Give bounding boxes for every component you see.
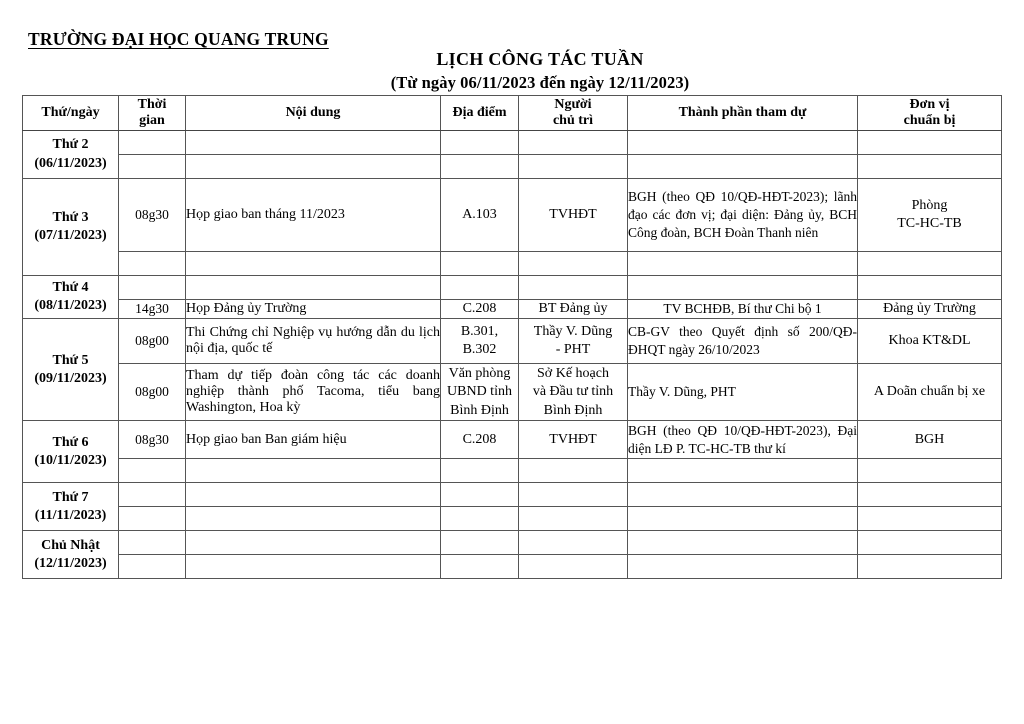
schedule-table-wrapper: [22, 95, 1001, 579]
table-row: [23, 507, 1002, 531]
chair-cell: [519, 555, 628, 579]
attendees-cell: [628, 252, 858, 276]
prep-cell: [858, 155, 1002, 179]
day-date: (11/11/2023): [34, 507, 107, 523]
day-date: (09/11/2023): [34, 370, 107, 386]
table-row: [23, 179, 1002, 252]
place-line1: B.301,: [460, 324, 499, 339]
table-row: [23, 531, 1002, 555]
place-cell: [441, 276, 519, 300]
day-date: (12/11/2023): [34, 555, 107, 571]
content-cell: [186, 483, 441, 507]
table-row: [23, 300, 1002, 319]
column-header-place-label: Địa điểm: [452, 104, 507, 120]
day-date: (10/11/2023): [34, 452, 107, 468]
prep-cell: [858, 531, 1002, 555]
prep-cell: Khoa KT&DL: [858, 319, 1002, 364]
table-row: [23, 555, 1002, 579]
prep-cell: Đảng ủy Trường: [858, 300, 1002, 319]
time-cell: [119, 276, 186, 300]
time-cell: [119, 252, 186, 276]
attendees-cell: [628, 276, 858, 300]
table-row: [23, 131, 1002, 155]
prep-cell: A Doãn chuẩn bị xe: [858, 364, 1002, 421]
place-cell: [441, 555, 519, 579]
day-cell: [23, 319, 119, 421]
content-cell: Họp giao ban tháng 11/2023: [186, 179, 441, 252]
chair-line2: và Đầu tư tỉnh: [532, 384, 614, 400]
content-cell: [186, 507, 441, 531]
time-cell: 08g00: [119, 364, 186, 421]
time-cell: [119, 531, 186, 555]
column-header-chair: [519, 96, 628, 131]
column-header-attendees: [628, 96, 858, 131]
chair-cell: [519, 507, 628, 531]
prep-line2: TC-HC-TB: [897, 216, 962, 231]
time-cell: 14g30: [119, 300, 186, 319]
column-header-place: [441, 96, 519, 131]
column-header-attendees-label: Thành phần tham dự: [678, 104, 807, 120]
place-line2: B.302: [462, 342, 497, 358]
prep-cell: [858, 507, 1002, 531]
time-cell: [119, 131, 186, 155]
place-line3: Bình Định: [450, 402, 509, 418]
place-cell: C.208: [441, 300, 519, 319]
day-name: Thứ 3: [52, 209, 89, 225]
place-cell: [441, 364, 519, 421]
attendees-cell: [628, 531, 858, 555]
prep-line1: Phòng: [911, 197, 948, 213]
content-cell: [186, 555, 441, 579]
day-name: Thứ 6: [52, 434, 89, 450]
day-cell: [23, 179, 119, 276]
time-cell: 08g30: [119, 421, 186, 459]
table-row: [23, 155, 1002, 179]
day-cell: [23, 483, 119, 531]
document-title-block: [210, 48, 870, 93]
day-cell: [23, 131, 119, 179]
place-line1: Văn phòng: [448, 365, 511, 381]
place-cell: [441, 483, 519, 507]
column-header-chair-line2: chủ trì: [552, 113, 594, 128]
time-cell: [119, 483, 186, 507]
content-cell: [186, 155, 441, 179]
place-line2: UBND tỉnh: [447, 384, 512, 400]
place-cell: [441, 252, 519, 276]
table-row: [23, 252, 1002, 276]
table-header-row: [23, 96, 1002, 131]
table-row: [23, 364, 1002, 421]
column-header-time: [119, 96, 186, 131]
day-name: Thứ 2: [52, 137, 89, 153]
place-cell: [441, 155, 519, 179]
prep-cell: [858, 179, 1002, 252]
table-row: [23, 421, 1002, 459]
weekly-schedule-table: [22, 95, 1002, 579]
attendees-cell: [628, 483, 858, 507]
place-cell: A.103: [441, 179, 519, 252]
place-cell: [441, 531, 519, 555]
attendees-cell: [628, 155, 858, 179]
chair-line2: - PHT: [555, 342, 591, 358]
schedule-table-body: [23, 131, 1002, 579]
attendees-cell: [628, 131, 858, 155]
time-cell: [119, 507, 186, 531]
chair-cell: TVHĐT: [519, 421, 628, 459]
column-header-time-line2: gian: [139, 113, 165, 128]
chair-cell: [519, 364, 628, 421]
chair-cell: [519, 252, 628, 276]
column-header-content-label: Nội dung: [285, 104, 341, 120]
content-cell: Họp Đảng ủy Trường: [186, 300, 441, 319]
day-date: (08/11/2023): [34, 298, 107, 314]
content-cell: [186, 131, 441, 155]
attendees-cell: BGH (theo QĐ 10/QĐ-HĐT-2023); lãnh đạo các đơn vị; đại diện: Đảng ủy, BCH Công đoàn, BCH Đoàn Thanh niên: [628, 179, 858, 252]
content-cell: Họp giao ban Ban giám hiệu: [186, 421, 441, 459]
column-header-chair-line1: Người: [554, 96, 592, 112]
content-cell: Tham dự tiếp đoàn công tác các doanh nghiệp thành phố Tacoma, tiểu bang Washington, Hoa kỳ: [186, 364, 441, 421]
column-header-day: [23, 96, 119, 131]
attendees-cell: [628, 555, 858, 579]
chair-line1: Thầy V. Dũng: [533, 324, 613, 339]
time-cell: [119, 155, 186, 179]
day-date: (06/11/2023): [34, 155, 107, 171]
table-row: [23, 483, 1002, 507]
table-row: [23, 319, 1002, 364]
column-header-time-line1: Thời: [137, 96, 167, 112]
prep-cell: [858, 276, 1002, 300]
attendees-cell: BGH (theo QĐ 10/QĐ-HĐT-2023), Đại diện LĐ P. TC-HC-TB thư kí: [628, 421, 858, 459]
prep-cell: BGH: [858, 421, 1002, 459]
chair-cell: [519, 155, 628, 179]
prep-cell: [858, 483, 1002, 507]
day-cell: [23, 531, 119, 579]
place-cell: [441, 459, 519, 483]
place-cell: C.208: [441, 421, 519, 459]
attendees-cell: [628, 459, 858, 483]
chair-cell: [519, 319, 628, 364]
place-cell: [441, 319, 519, 364]
place-cell: [441, 131, 519, 155]
column-header-day-label: Thứ/ngày: [41, 104, 100, 120]
page-title: LỊCH CÔNG TÁC TUẦN: [436, 49, 644, 69]
content-cell: [186, 531, 441, 555]
table-row: [23, 276, 1002, 300]
column-header-prep-line1: Đơn vị: [909, 96, 950, 112]
column-header-content: [186, 96, 441, 131]
day-name: Chủ Nhật: [41, 537, 100, 553]
column-header-prep: [858, 96, 1002, 131]
prep-cell: [858, 131, 1002, 155]
chair-cell: [519, 276, 628, 300]
date-range-subtitle: (Từ ngày 06/11/2023 đến ngày 12/11/2023): [390, 72, 690, 92]
day-cell: [23, 421, 119, 483]
content-cell: Thi Chứng chỉ Nghiệp vụ hướng dẫn du lịch nội địa, quốc tế: [186, 319, 441, 364]
content-cell: [186, 276, 441, 300]
attendees-cell: CB-GV theo Quyết định số 200/QĐ-ĐHQT ngày 26/10/2023: [628, 319, 858, 364]
attendees-cell: TV BCHĐB, Bí thư Chi bộ 1: [628, 300, 858, 319]
attendees-cell: [628, 507, 858, 531]
chair-cell: BT Đảng ủy: [519, 300, 628, 319]
day-name: Thứ 4: [52, 280, 89, 296]
content-cell: [186, 252, 441, 276]
chair-cell: [519, 459, 628, 483]
time-cell: 08g00: [119, 319, 186, 364]
day-name: Thứ 7: [52, 489, 89, 505]
time-cell: [119, 459, 186, 483]
organization-name: TRƯỜNG ĐẠI HỌC QUANG TRUNG: [28, 29, 329, 49]
prep-cell: [858, 459, 1002, 483]
prep-cell: [858, 555, 1002, 579]
table-row: [23, 459, 1002, 483]
chair-cell: [519, 531, 628, 555]
day-cell: [23, 276, 119, 319]
chair-cell: TVHĐT: [519, 179, 628, 252]
place-cell: [441, 507, 519, 531]
day-date: (07/11/2023): [34, 228, 107, 243]
column-header-prep-line2: chuẩn bị: [903, 113, 956, 128]
time-cell: 08g30: [119, 179, 186, 252]
chair-line1: Sở Kế hoạch: [537, 365, 609, 381]
prep-cell: [858, 252, 1002, 276]
attendees-cell: Thầy V. Dũng, PHT: [628, 364, 858, 421]
content-cell: [186, 459, 441, 483]
chair-cell: [519, 483, 628, 507]
time-cell: [119, 555, 186, 579]
chair-line3: Bình Định: [543, 402, 603, 418]
day-name: Thứ 5: [52, 352, 89, 368]
chair-cell: [519, 131, 628, 155]
